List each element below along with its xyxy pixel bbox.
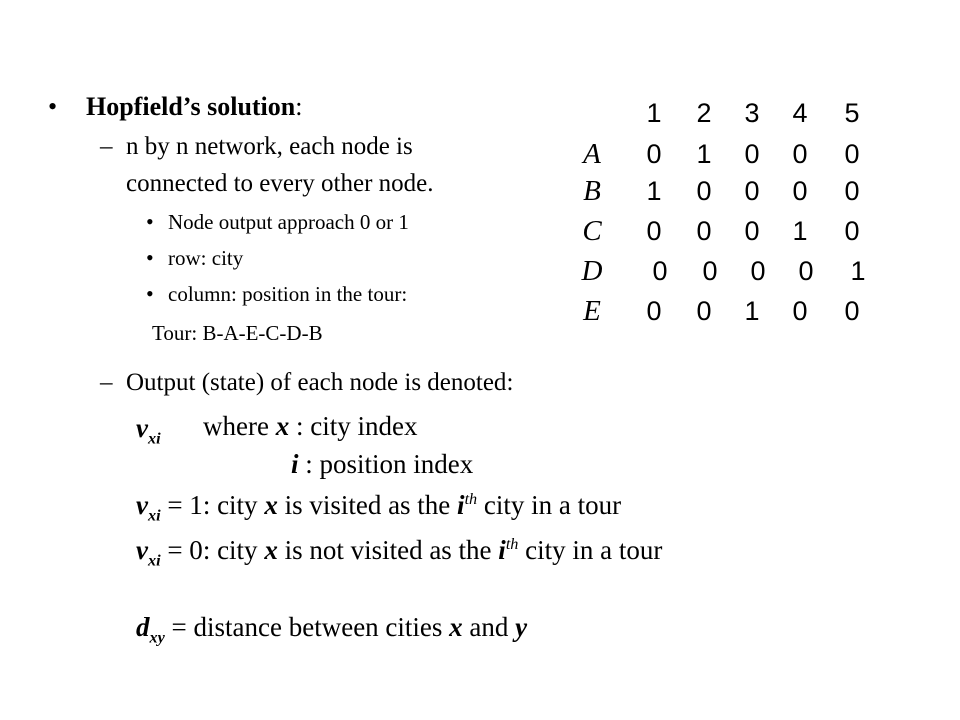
matrix-cell: 0 (792, 176, 808, 206)
matrix-cell: 0 (844, 176, 860, 206)
bullet-item: row: city (168, 246, 244, 270)
matrix-cell: 1 (646, 176, 662, 206)
matrix-column-header: 1 (646, 98, 662, 128)
x-symbol: x (264, 535, 278, 565)
th-superscript: th (505, 535, 519, 553)
tour-line: Tour: B-A-E-C-D-B (152, 321, 323, 345)
matrix-cell: 0 (792, 296, 808, 326)
matrix-column-header: 4 (792, 98, 808, 128)
city-index-label: : city index (295, 411, 418, 441)
matrix-cell: 1 (792, 216, 808, 246)
matrix-cell: 0 (750, 256, 766, 286)
matrix-row-label: E (583, 295, 601, 327)
v-symbol: v (136, 413, 148, 443)
matrix-column-header: 2 (696, 98, 712, 128)
equals-zero: = 0 (167, 535, 203, 565)
where-word: where (203, 411, 269, 441)
sub2-label: Output (state) of each node is denoted (126, 369, 507, 396)
matrix-cell: 0 (744, 176, 760, 206)
x-symbol: x (275, 411, 290, 441)
v-symbol: v (136, 535, 148, 565)
matrix-column-header: 5 (844, 98, 860, 128)
sub1-dash: – (100, 133, 113, 160)
where-clause (203, 411, 417, 442)
bullet-item: Node output approach 0 or 1 (168, 210, 409, 234)
sub2-text (126, 369, 513, 397)
matrix-cell: 0 (646, 216, 662, 246)
matrix-cell: 0 (696, 176, 712, 206)
distance-definition (136, 612, 527, 647)
eq1-end: city in a tour (483, 490, 622, 520)
sub-bullet-dot: • (146, 209, 154, 234)
d-symbol: d (136, 612, 150, 642)
sub-bullet-dot: • (146, 245, 154, 270)
bullet-dot: • (48, 92, 58, 121)
matrix-row-label: B (583, 175, 601, 207)
matrix-cell: 0 (646, 139, 662, 169)
matrix-cell: 0 (844, 139, 860, 169)
matrix-cell: 0 (696, 296, 712, 326)
matrix-column-header: 3 (744, 98, 760, 128)
matrix-cell: 0 (844, 216, 860, 246)
equals-one: = 1 (167, 490, 203, 520)
matrix-cell: 1 (696, 139, 712, 169)
matrix-cell: 0 (798, 256, 814, 286)
xy-subscript: xy (149, 628, 165, 647)
i-symbol: i (291, 449, 299, 479)
distance-text: = distance between cities (171, 612, 443, 642)
sub-bullet-dot: • (146, 281, 154, 306)
v-xi-symbol (136, 413, 161, 448)
v-symbol: v (136, 490, 148, 520)
and-word: and (469, 612, 509, 642)
matrix-column-headers (646, 98, 859, 128)
eq2-mid: is not visited as the (284, 535, 492, 565)
eq2-city: : city (202, 535, 258, 565)
tour-matrix (0, 0, 960, 340)
bullet-item: column: position in the tour: (168, 282, 408, 306)
matrix-cell: 0 (744, 216, 760, 246)
th-superscript: th (464, 490, 478, 508)
matrix-row-label: A (583, 138, 601, 170)
x-symbol: x (449, 612, 463, 642)
matrix-cell: 0 (702, 256, 718, 286)
matrix-cell: 0 (792, 139, 808, 169)
heading-text: Hopfield’s solution (86, 92, 296, 121)
position-index-label: : position index (305, 449, 474, 479)
sub1-line1: n by n network, each node is (126, 133, 413, 160)
matrix-cell: 0 (744, 139, 760, 169)
matrix-row-label: D (581, 255, 603, 287)
i-symbol: i (498, 535, 506, 565)
i-symbol: i (457, 490, 465, 520)
eq1-mid: is visited as the (284, 490, 451, 520)
equation-not-visited (136, 535, 662, 570)
matrix-cell: 1 (850, 256, 866, 286)
x-symbol: x (264, 490, 278, 520)
xi-subscript: xi (147, 429, 161, 448)
matrix-rows (581, 138, 866, 327)
y-symbol: y (515, 612, 528, 642)
matrix-cell: 0 (652, 256, 668, 286)
sub1-line2: connected to every other node. (126, 170, 434, 197)
position-index-line (291, 449, 473, 480)
heading-colon: : (295, 92, 303, 121)
matrix-row-label: C (582, 215, 602, 247)
sub2-colon: : (506, 369, 514, 396)
matrix-cell: 0 (646, 296, 662, 326)
xi-subscript: xi (147, 506, 161, 525)
matrix-cell: 1 (744, 296, 760, 326)
eq2-end: city in a tour (525, 535, 663, 565)
xi-subscript: xi (147, 551, 161, 570)
matrix-cell: 0 (844, 296, 860, 326)
sub2-dash: – (100, 369, 113, 396)
matrix-cell: 0 (696, 216, 712, 246)
equation-visited (136, 490, 621, 525)
eq1-city: : city (202, 490, 258, 520)
